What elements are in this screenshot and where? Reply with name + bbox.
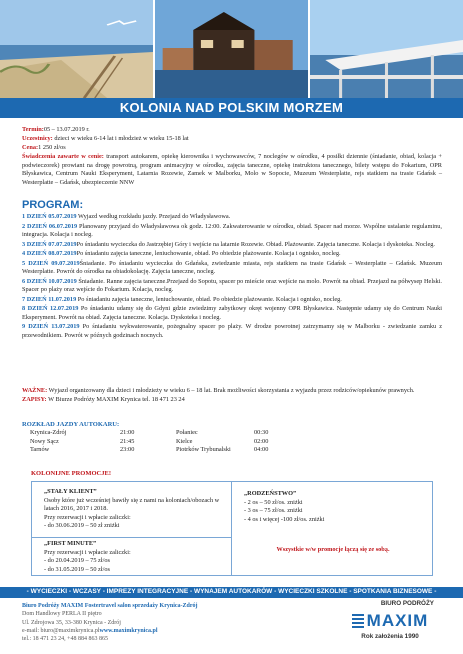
footer-email[interactable]: e-mail: biuro@maximkrynica.pl	[22, 627, 100, 634]
photo-sopot-pier	[310, 0, 463, 98]
info-termin: Termin:05 – 13.07.2019 r.	[22, 126, 90, 133]
day-item: 9 DZIEŃ 13.07.2019 Po śniadaniu wykwaterowanie, pożegnalny spacer po plaży. W drodze powrotnej zatrzymamy się w Malborku - zwiedzanie zamku z przewodnikiem. Powrót w późnych godzinach nocnych.	[22, 323, 442, 339]
day-item: 1 DZIEŃ 05.07.2019 Wyjazd według rozkładu jazdy. Przejazd do Władysławowa.	[22, 213, 231, 220]
page-title: KOLONIA NAD POLSKIM MORZEM	[119, 100, 344, 116]
promo-staly-klient: „STAŁY KLIENT” Osoby które już wcześniej bawiły się z nami na koloniach/obozach w latach 2016, 2017 i 2018. Przy rezerwacji i wpłacie zaliczki: - do 30.06.2019 – 50 zł zniżki	[44, 488, 220, 529]
promo-combined-note: Wszystkie w/w promocje łączą się ze sobą.	[276, 546, 390, 553]
photo-beach-dunes	[0, 0, 153, 98]
day-item: 3 DZIEŃ 07.07.2019Po śniadaniu wycieczka do Jastrzębiej Góry i wejście na latarnie Rozewie. Obiad. Plażowanie. Zajęcia taneczne. Kolacja i dyskoteka. Nocleg.	[22, 240, 436, 248]
trip-info	[22, 126, 442, 188]
photo-banner	[0, 0, 463, 98]
footer-website[interactable]: www.maximkrynica.pl	[99, 627, 158, 634]
services-strip: - WYCIECZKI - WCZASY - IMPREZY INTEGRACYJNE - WYNAJEM AUTOKARÓW - WYCIECZKI SZKOLNE - SPOTKANIA BIZNESOWE -	[0, 587, 463, 598]
day-item: 7 DZIEŃ 11.07.2019 Po śniadaniu zajęcia taneczne, leniuchowanie, obiad. Po obiedzie plażowanie. Kolacja i ognisko, nocleg.	[22, 295, 342, 303]
title-bar	[0, 98, 463, 118]
info-swiadczenia: Świadczenia zawarte w cenie: transport autokarem, opiekę kierownika i wychowawców, 7 noclegów w ośrodku, 4 posiłki dziennie (śniadanie, obiad, kolacja + podwieczorek) prowiant na drogę powrotną, program animacyjny w ośrodku, zajęcia taneczne, opiekę instruktora tanecznego, bilety wstępu do Fokarium, OPR Błyskawica, Centrum Nauki Eksperyment, Latarnia Rozewie, Zamek w Malborku, Molo w Sopocie, Muzeum Westerplatte, rejs statkiem na trasie Gdańsk – Westerplatte – Gdańsk, ubezpieczenie NNW	[22, 153, 442, 186]
promo-heading: KOLONIJNE PROMOCJE!	[31, 470, 111, 477]
day-item: 2 DZIEŃ 06.07.2019 Planowany przyjazd do Władysławowa ok godz. 12:00. Zakwaterowanie w ośrodku, obiad. Spacer nad morze. Wspólne ustalanie regulaminu, integracja. Kolacja i nocleg.	[22, 222, 442, 238]
day-item: 5 DZIEŃ 09.07.2019Śniadanie. Po śniadaniu wycieczka do Gdańska, zwiedzanie miasta, rejs statkiem na trasie Gdańsk – Westerplatte – Gdańsk. Muzeum Westerplatte. Powrót do ośrodka na obiadokolację. Zajęcia taneczne, nocleg.	[22, 259, 443, 275]
info-cena: Cena:1 250 zł/os	[22, 144, 66, 151]
footer-contact: Biuro Podróży MAXIM Fostertravel salon sprzedaży Krynica-Zdrój Dom Handlowy PERLA II piętro Ul. Zdrojowa 35, 33-380 Krynica - Zdrój e-mail: biuro@maximkrynica.plwww.maximkrynica.pl tel.: 18 471 23 24, +48 884 863 865	[22, 603, 198, 643]
note-wazne: WAŻNE: Wyjazd organizowany dla dzieci i młodzieży w wieku 6 – 18 lat. Brak możliwości skorzystania z wyjazdu przez rodziców/opiekunów prawnych.	[22, 387, 415, 394]
promo-rodzenstwo: „RODZEŃSTWO” - 2 os – 50 zł/os. zniżki - 3 os – 75 zł/os. zniżki - 4 os i więcej -100 zł/os. zniżki	[244, 490, 325, 523]
info-uczestnicy: Uczestnicy: dzieci w wieku 6-14 lat i młodzież w wieku 15-18 lat	[22, 135, 189, 142]
important-note	[22, 387, 442, 404]
day-item: 4 DZIEŃ 08.07.2019Po śniadaniu zajęcia taneczne, leniuchowanie, obiad. Po obiedzie plażowanie. Kolacja i ognisko, nocleg.	[22, 250, 341, 257]
day-item: 8 DZIEŃ 12.07.2019 Po śniadaniu udamy się do Gdyni gdzie zwiedzimy zabytkowy okręt wojenny OPR Błyskawica. Następnie udamy się do Centrum Nauki Eksperyment. Powrót na obiad. Zajęcia taneczne. Kolacja. Dyskoteka i nocleg.	[22, 305, 442, 321]
day-item: 6 DZIEŃ 10.07.2019 Śniadanie. Ranne zajęcia taneczne.Przejazd do Sopotu, spacer po mieście oraz wejście na molo. Powrót na obiad. Przejazd na półwysep Helski. Spacer po plaży oraz wejście do Fokarium. Kolacja, nocleg.	[22, 277, 442, 293]
photo-gdansk-crane	[155, 0, 308, 98]
table-row: Tarnów 23:00 Piotrków Trybunalski 04:00	[30, 446, 269, 453]
note-zapisy: ZAPISY: W Biurze Podróży MAXIM Krynica tel. 18 471 23 24	[22, 395, 185, 403]
maxim-logo: BIURO PODRÓŻY MAXIM Rok założenia 1990	[340, 600, 440, 646]
program-days	[22, 213, 442, 341]
promo-box	[31, 481, 433, 576]
promo-divider-vertical	[231, 482, 232, 575]
table-row: Krynica-Zdrój 21:00 Połaniec 00:30	[30, 429, 269, 436]
table-row: Nowy Sącz 21:45 Kielce 02:00	[30, 437, 269, 445]
transport-heading: ROZKŁAD JAZDY AUTOKARU:	[22, 421, 120, 428]
promo-divider-horizontal	[32, 537, 231, 538]
program-heading: PROGRAM:	[22, 199, 84, 211]
transport-table	[30, 429, 330, 455]
logo-stripes-icon	[352, 614, 364, 628]
promo-first-minute: „FIRST MINUTE” Przy rezerwacji i wpłacie zaliczki: - do 20.04.2019 – 75 zł/os - do 31.05.2019 – 50 zł/os	[44, 540, 131, 573]
